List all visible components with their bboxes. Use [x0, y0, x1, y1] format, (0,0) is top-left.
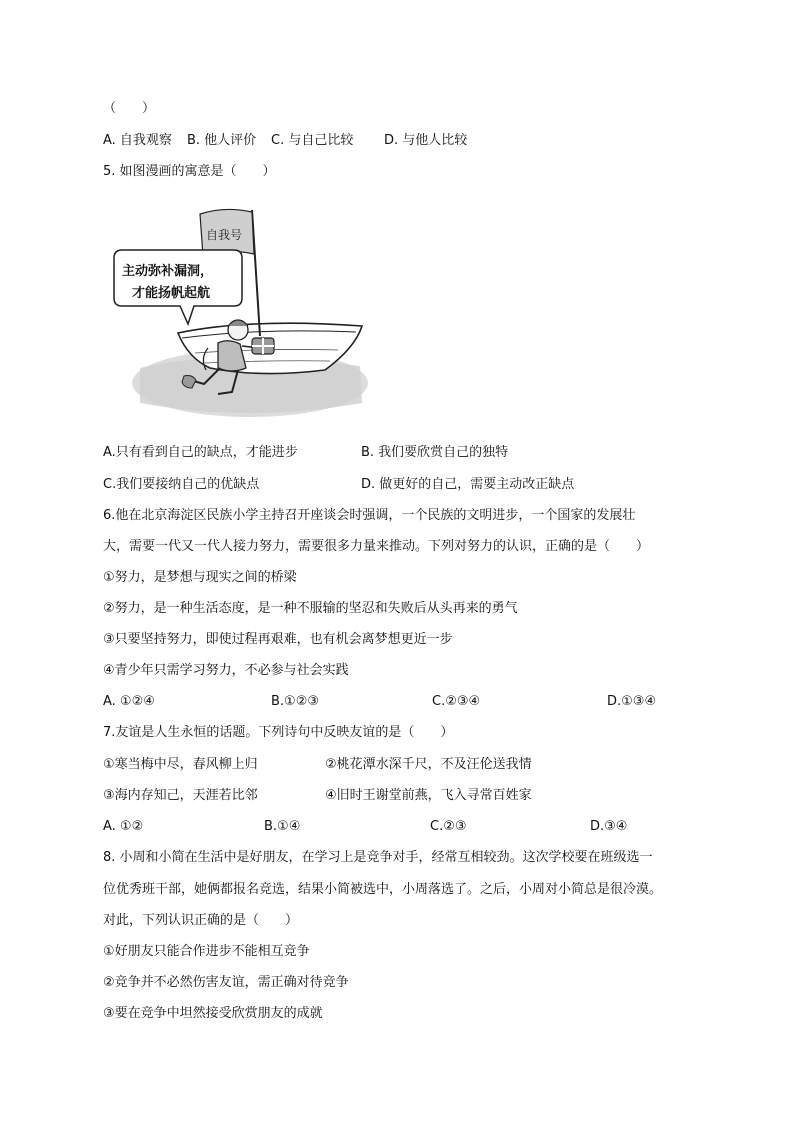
q5-option-b: B. 我们要欣赏自己的独特: [361, 445, 509, 460]
q7-option-a: A. ①②: [103, 819, 144, 834]
q7-option-b: B.①④: [264, 819, 301, 834]
q4-option-d: D. 与他人比较: [384, 133, 468, 148]
q6-stem-line-2: 大，需要一代又一代人接力努力，需要很多力量来推动。下列对努力的认识，正确的是（ ）: [103, 539, 650, 554]
bubble-line-2: 才能扬帆起航: [132, 286, 211, 301]
flag-drawing: [200, 209, 254, 256]
q5-option-a: A.只有看到自己的缺点，才能进步: [103, 445, 298, 460]
q5-stem: 5. 如图漫画的寓意是（ ）: [103, 164, 276, 179]
q6-item-2: ②努力，是一种生活态度，是一种不服输的坚忍和失败后从头再来的勇气: [103, 601, 518, 616]
q7-item-1: ①寒当梅中尽，春风柳上归: [103, 757, 258, 772]
q4-option-b: B. 他人评价: [187, 133, 257, 148]
q6-stem-line-1: 6.他在北京海淀区民族小学主持召开座谈会时强调，一个民族的文明进步，一个国家的发展壮: [103, 508, 636, 523]
bubble-line-1: 主动弥补漏洞，: [122, 264, 214, 279]
q4-option-a: A. 自我观察: [103, 133, 172, 148]
q7-stem: 7.友谊是人生永恒的话题。下列诗句中反映友谊的是（ ）: [103, 725, 454, 740]
speech-bubble: [114, 250, 242, 324]
q8-stem-line-2: 位优秀班干部，她俩都报名竞选，结果小简被选中，小周落选了。之后，小周对小简总是很冷漠。: [103, 882, 663, 897]
q8-item-1: ①好朋友只能合作进步不能相互竞争: [103, 944, 310, 959]
q7-item-3: ③海内存知己，天涯若比邻: [103, 788, 258, 803]
q6-option-a: A. ①②④: [103, 694, 155, 709]
q6-option-b: B.①②③: [271, 694, 320, 709]
q7-item-4: ④旧时王谢堂前燕，飞入寻常百姓家: [325, 788, 532, 803]
q6-option-d: D.①③④: [607, 694, 657, 709]
q7-option-c: C.②③: [430, 819, 467, 834]
q8-item-2: ②竞争并不必然伤害友谊，需正确对待竞争: [103, 975, 349, 990]
q5-option-c: C.我们要接纳自己的优缺点: [103, 477, 260, 492]
q6-item-3: ③只要坚持努力，即使过程再艰难，也有机会离梦想更近一步: [103, 632, 453, 647]
q6-item-1: ①努力，是梦想与现实之间的桥梁: [103, 570, 297, 585]
q8-stem-line-1: 8. 小周和小简在生活中是好朋友，在学习上是竞争对手，经常互相较劲。这次学校要在班级选一: [103, 850, 653, 865]
q7-item-2: ②桃花潭水深千尺，不及汪伦送我情: [325, 757, 532, 772]
q5-option-d: D. 做更好的自己，需要主动改正缺点: [361, 477, 575, 492]
boat-patch: [252, 338, 274, 354]
q6-option-c: C.②③④: [432, 694, 481, 709]
q4-stem-tail: （ ）: [103, 101, 156, 116]
q4-option-c: C. 与自己比较: [271, 133, 354, 148]
q7-option-d: D.③④: [590, 819, 628, 834]
flag-text: 自我号: [206, 228, 243, 242]
q6-item-4: ④青少年只需学习努力，不必参与社会实践: [103, 663, 349, 678]
q5-comic-illustration: [100, 198, 370, 428]
q8-stem-line-3: 对此，下列认识正确的是（ ）: [103, 913, 299, 928]
q8-item-3: ③要在竞争中坦然接受欣赏朋友的成就: [103, 1006, 323, 1021]
